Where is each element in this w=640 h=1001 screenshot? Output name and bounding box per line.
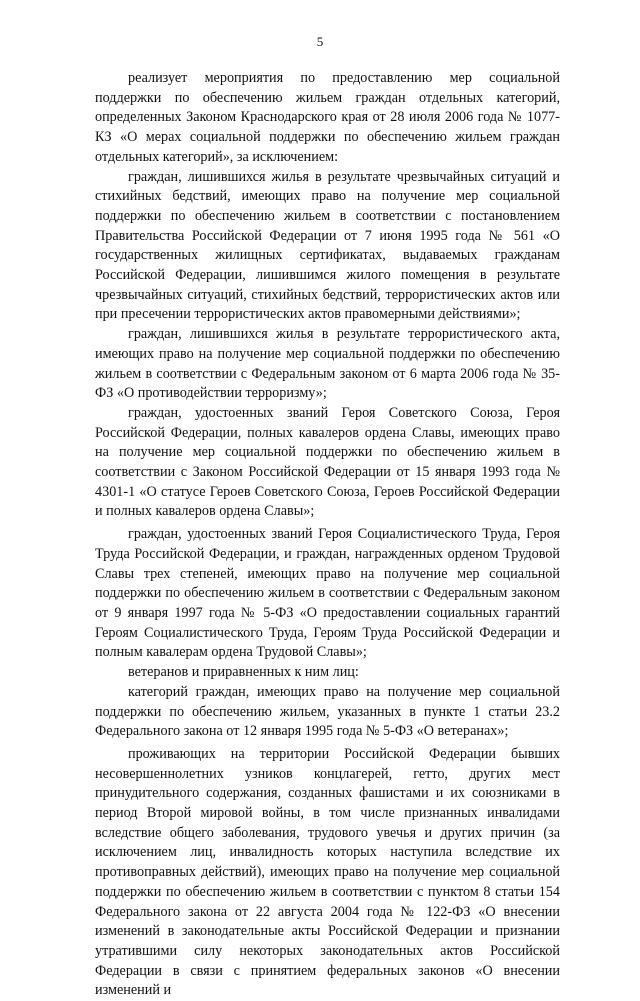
paragraph-veterans: ветеранов и приравненных к ним лиц: <box>128 664 359 681</box>
document-body <box>95 69 560 1001</box>
paragraph-emergency-victims: граждан, лишившихся жилья в результате чрезвычайных ситуаций и стихийных бедствий, имеющих право на получение мер социальной поддержки по обеспечению жильем в соответствии с постановлением Правительства Российской Федерации от 7 июня 1995 года № 561 «О государственных жилищных сертификатах, выдаваемых гражданам Российской Федерации, лишившимся жилого помещения в результате чрезвычайных ситуаций, стихийных бедствий, террористических актов или при пресечении террористических актов правомерными действиями»; <box>95 168 560 323</box>
paragraph-intro: реализует мероприятия по предоставлению мер социальной поддержки по обеспечению жильем граждан отдельных категорий, определенных Законом Краснодарского края от 28 июля 2006 года № 1077-КЗ «О мерах социальной поддержки по обеспечению жильем граждан отдельных категорий», за исключением: <box>95 70 560 165</box>
paragraph-veteran-categories: категорий граждан, имеющих право на получение мер социальной поддержки по обеспечению жильем, указанных в пункте 1 статьи 23.2 Федерального закона от 12 января 1995 года № 5-ФЗ «О ветеранах»; <box>95 683 560 740</box>
paragraph-heroes-soviet-union: граждан, удостоенных званий Героя Советского Союза, Героя Российской Федерации, полных кавалеров ордена Славы, имеющих право на получение мер социальной поддержки по обеспечению жильем в соответствии с Законом Российской Федерации от 15 января 1993 года № 4301-1 «О статусе Героев Советского Союза, Героев Российской Федерации и полных кавалеров ордена Славы»; <box>95 404 560 520</box>
paragraph-former-prisoners: проживающих на территории Российской Федерации бывших несовершеннолетних узников концлагерей, гетто, других мест принудительного содержания, созданных фашистами и их союзниками в период Второй мировой войны, в том числе признанных инвалидами вследствие общего заболевания, трудового увечья и других причин (за исключением лиц, инвалидность которых наступила вследствие их противоправных действий), имеющих право на получение мер социальной поддержки по обеспечению жильем в соответствии с пунктом 8 статьи 154 Федерального закона от 22 августа 2004 года № 122-ФЗ «О внесении изменений в законодательные акты Российской Федерации и признании утратившими силу некоторых законодательных актов Российской Федерации в связи с принятием федеральных законов «О внесении изменений и <box>95 745 560 999</box>
paragraph-heroes-labour: граждан, удостоенных званий Героя Социалистического Труда, Героя Труда Российской Федерации, и граждан, награжденных орденом Трудовой Славы трех степеней, имеющих право на получение мер социальной поддержки по обеспечению жильем в соответствии с Федеральным законом от 9 января 1997 года № 5-ФЗ «О предоставлении социальных гарантий Героям Социалистического Труда, Героям Труда Российской Федерации и полным кавалерам ордена Трудовой Славы»; <box>95 526 560 661</box>
page-number: 5 <box>316 34 324 49</box>
paragraph-terror-victims: граждан, лишившихся жилья в результате террористического акта, имеющих право на получение мер социальной поддержки по обеспечению жильем в соответствии с Федеральным законом от 6 марта 2006 года № 35-ФЗ «О противодействии терроризму»; <box>95 326 560 402</box>
